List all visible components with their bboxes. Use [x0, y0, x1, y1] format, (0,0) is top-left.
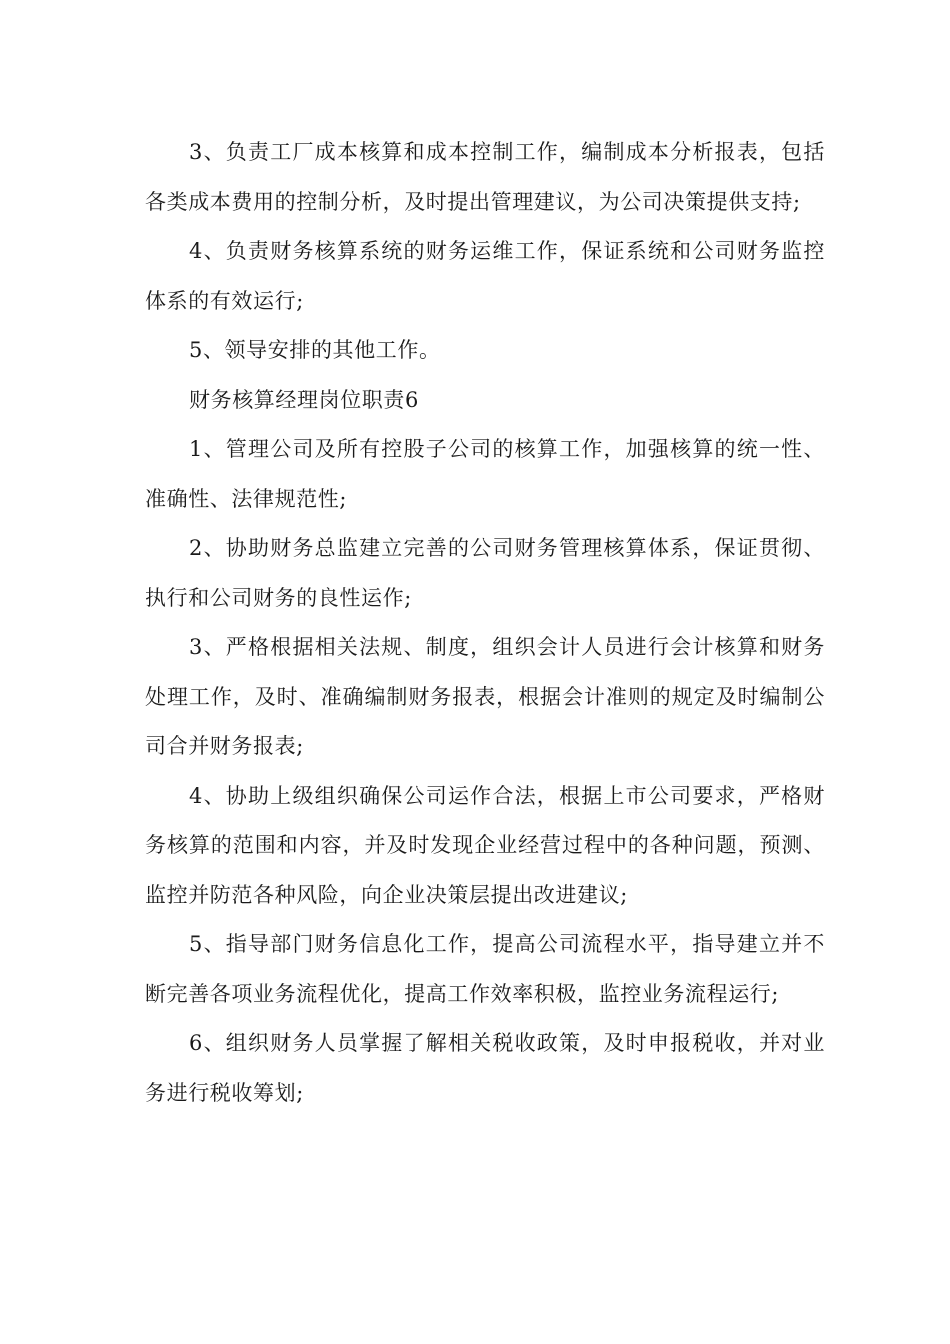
paragraph-tax-planning: 6、组织财务人员掌握了解相关税收政策，及时申报税收，并对业务进行税收筹划; — [145, 1031, 825, 1105]
paragraph-compliance: 4、协助上级组织确保公司运作合法，根据上市公司要求，严格财务核算的范围和内容，并及时发现企业经营过程中的各种问题，预测、监控并防范各种风险，向企业决策层提出改进建议; — [145, 783, 825, 907]
section-heading: 财务核算经理岗位职责6 — [189, 387, 419, 412]
paragraph-financial-statements: 3、严格根据相关法规、制度，组织会计人员进行会计核算和财务处理工作，及时、准确编制财务报表，根据会计准则的规定及时编制公司合并财务报表; — [145, 635, 825, 758]
document-body — [145, 128, 825, 1118]
paragraph-cost-accounting: 3、负责工厂成本核算和成本控制工作，编制成本分析报表，包括各类成本费用的控制分析，及时提出管理建议，为公司决策提供支持; — [145, 140, 825, 214]
paragraph-other-duties: 5、领导安排的其他工作。 — [189, 338, 441, 362]
paragraph-system-maintenance: 4、负责财务核算系统的财务运维工作，保证系统和公司财务监控体系的有效运行; — [145, 239, 825, 313]
paragraph-informatization: 5、指导部门财务信息化工作，提高公司流程水平，指导建立并不断完善各项业务流程优化，提高工作效率积极，监控业务流程运行; — [145, 932, 825, 1006]
paragraph-assist-cfo: 2、协助财务总监建立完善的公司财务管理核算体系，保证贯彻、执行和公司财务的良性运作; — [145, 536, 825, 610]
paragraph-subsidiary-accounting: 1、管理公司及所有控股子公司的核算工作，加强核算的统一性、准确性、法律规范性; — [145, 437, 825, 511]
